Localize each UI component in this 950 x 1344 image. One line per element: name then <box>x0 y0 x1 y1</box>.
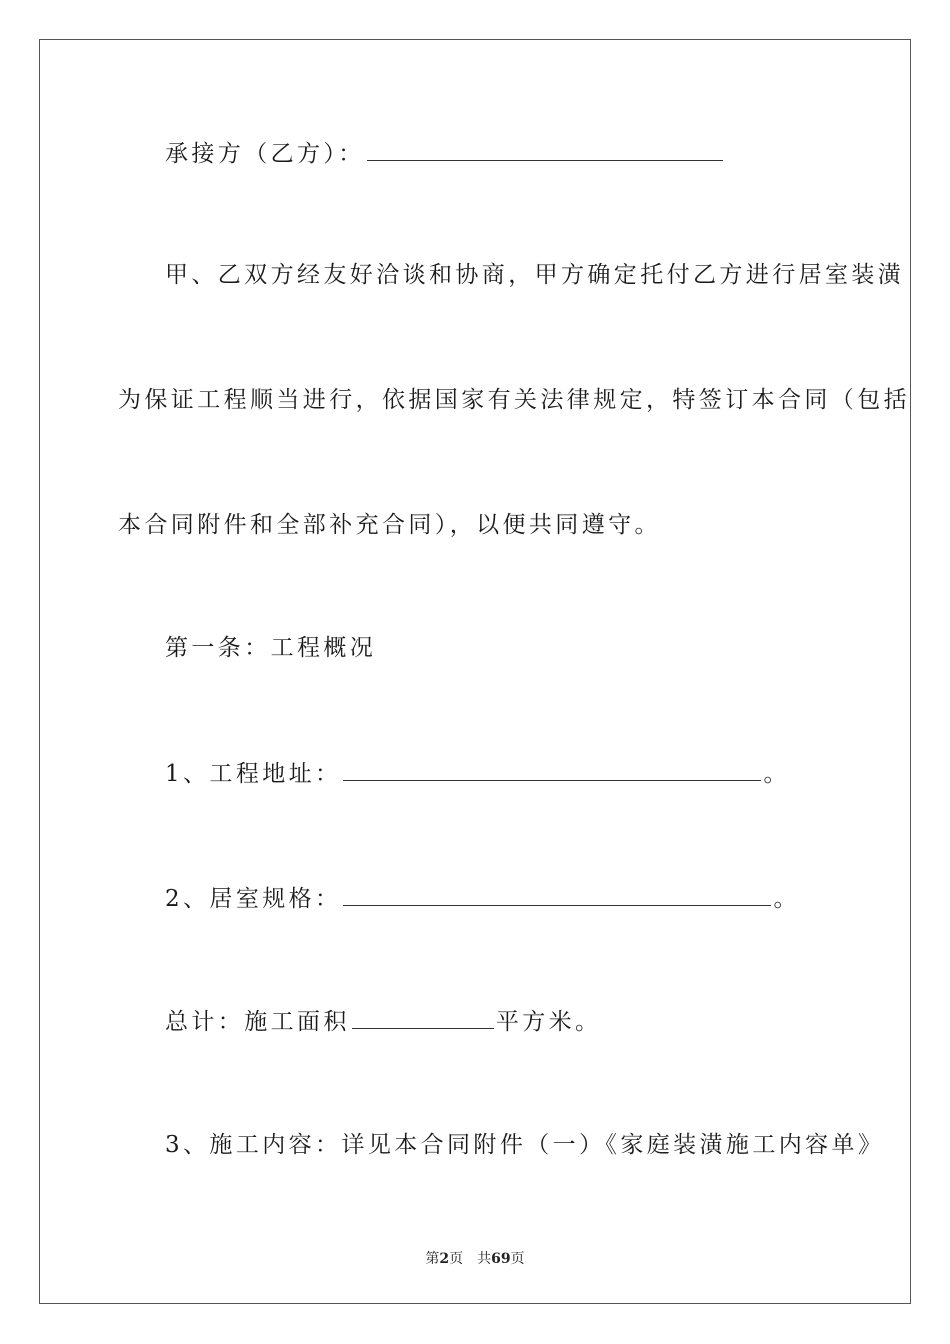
section-heading <box>165 633 376 663</box>
room-spec-line <box>165 883 800 914</box>
project-address-blank <box>343 758 761 781</box>
section-heading-text: 第一条：工程概况 <box>165 635 377 661</box>
page-footer <box>40 1248 910 1268</box>
project-address-end: 。 <box>763 761 790 787</box>
paragraph-text-3: 本合同附件和全部补充合同），以便共同遵守。 <box>118 512 661 538</box>
page-total-suffix: 页 <box>510 1251 525 1267</box>
paragraph-text-2: 为保证工程顺当进行，依据国家有关法律规定，特签订本合同（包括 <box>118 387 910 413</box>
page-number-prefix: 第 <box>425 1251 440 1267</box>
page-total: 69 <box>491 1251 511 1267</box>
contractor-line <box>165 138 725 169</box>
paragraph-line-2 <box>118 385 910 415</box>
contractor-blank <box>367 138 723 161</box>
total-area-label: 总计：施工面积 <box>165 1009 350 1035</box>
page-number-suffix: 页 <box>449 1251 464 1267</box>
total-area-line <box>165 1006 601 1037</box>
paragraph-line-1 <box>165 260 904 290</box>
room-spec-blank <box>343 883 771 906</box>
project-address-label: 1、工程地址： <box>165 761 342 787</box>
paragraph-line-3 <box>118 510 661 540</box>
room-spec-label: 2、居室规格： <box>165 886 342 912</box>
page-frame <box>39 39 911 1304</box>
paragraph-text-1: 甲、乙双方经友好洽谈和协商，甲方确定托付乙方进行居室装潢 <box>165 262 905 288</box>
room-spec-end: 。 <box>773 886 800 912</box>
construction-content-text: 3、施工内容：详见本合同附件（一）《家庭装潢施工内容单》 <box>165 1132 885 1158</box>
total-area-blank <box>352 1006 494 1029</box>
total-area-unit: 平方米。 <box>495 1009 602 1035</box>
project-address-line <box>165 758 790 789</box>
construction-content-line <box>165 1130 884 1160</box>
contractor-label: 承接方（乙方）： <box>165 141 365 167</box>
page-number-current: 2 <box>439 1251 450 1267</box>
page-total-prefix: 共 <box>477 1251 492 1267</box>
